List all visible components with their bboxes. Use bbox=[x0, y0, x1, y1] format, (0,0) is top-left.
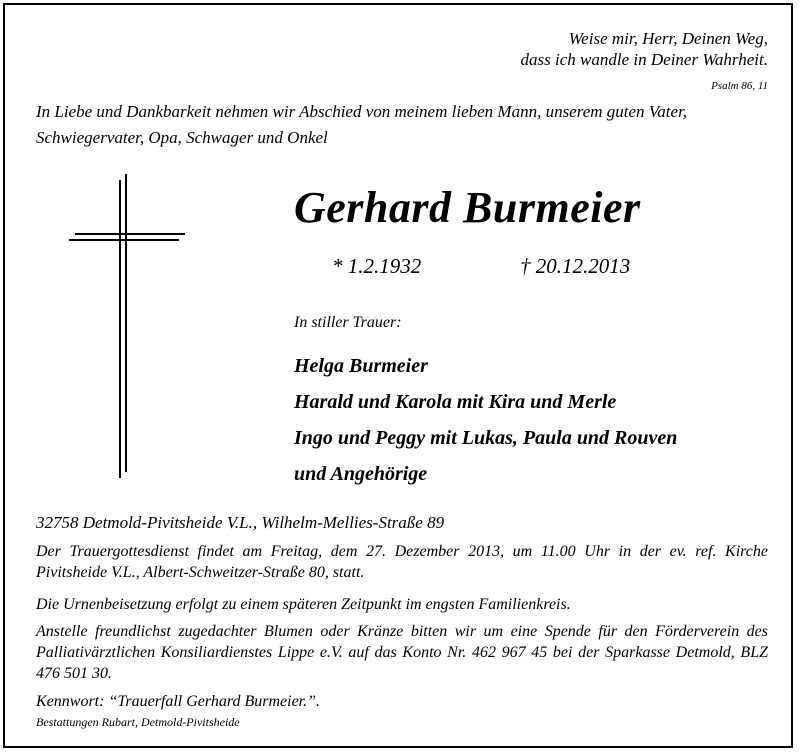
family-address: 32758 Detmold-Pivitsheide V.L., Wilhelm-Mellies-Straße 89 bbox=[36, 513, 445, 532]
mourner-line: und Angehörige bbox=[294, 463, 428, 485]
birth-date: * 1.2.1932 bbox=[332, 254, 422, 278]
donation-request: Anstelle freundlichst zugedachter Blumen oder Kränze bitten wir um eine Spende für den Förderverein des Palliativärztlichen Konsiliardienstes Lippe e.V. auf das Konto Nr. 462 967 45 bei der Sparkasse Detmold, BLZ 476 501 30. bbox=[36, 623, 768, 682]
verse-line-1: Weise mir, Herr, Deinen Weg, bbox=[568, 29, 768, 48]
funeral-service-info: Der Trauergottesdienst findet am Freitag, dem 27. Dezember 2013, um 11.00 Uhr in der ev. ref. Kirche Pivitsheide V.L., Albert-Schweitzer-Straße 80, statt. bbox=[36, 543, 768, 581]
verse-reference: Psalm 86, 11 bbox=[711, 80, 768, 92]
urn-burial-info: Die Urnenbeisetzung erfolgt zu einem späteren Zeitpunkt im engsten Familienkreis. bbox=[36, 596, 571, 613]
undertaker-credit: Bestattungen Rubart, Detmold-Pivitsheide bbox=[36, 715, 240, 729]
intro-text: In Liebe und Dankbarkeit nehmen wir Abschied von meinem lieben Mann, unserem guten Vater, Schwiegervater, Opa, Schwager und Onkel bbox=[36, 102, 688, 147]
mourner-line: Ingo und Peggy mit Lukas, Paula und Rouven bbox=[294, 427, 678, 449]
bible-verse bbox=[521, 28, 768, 70]
death-date: † 20.12.2013 bbox=[520, 254, 631, 278]
mourners-list bbox=[294, 348, 677, 492]
verse-line-2: dass ich wandle in Deiner Wahrheit. bbox=[520, 50, 768, 69]
donation-keyword: Kennwort: “Trauerfall Gerhard Burmeier.”. bbox=[36, 693, 321, 710]
mourner-line: Helga Burmeier bbox=[294, 355, 428, 377]
deceased-name: Gerhard Burmeier bbox=[294, 183, 641, 232]
mourning-label: In stiller Trauer: bbox=[294, 314, 402, 331]
mourner-line: Harald und Karola mit Kira und Merle bbox=[294, 391, 617, 413]
